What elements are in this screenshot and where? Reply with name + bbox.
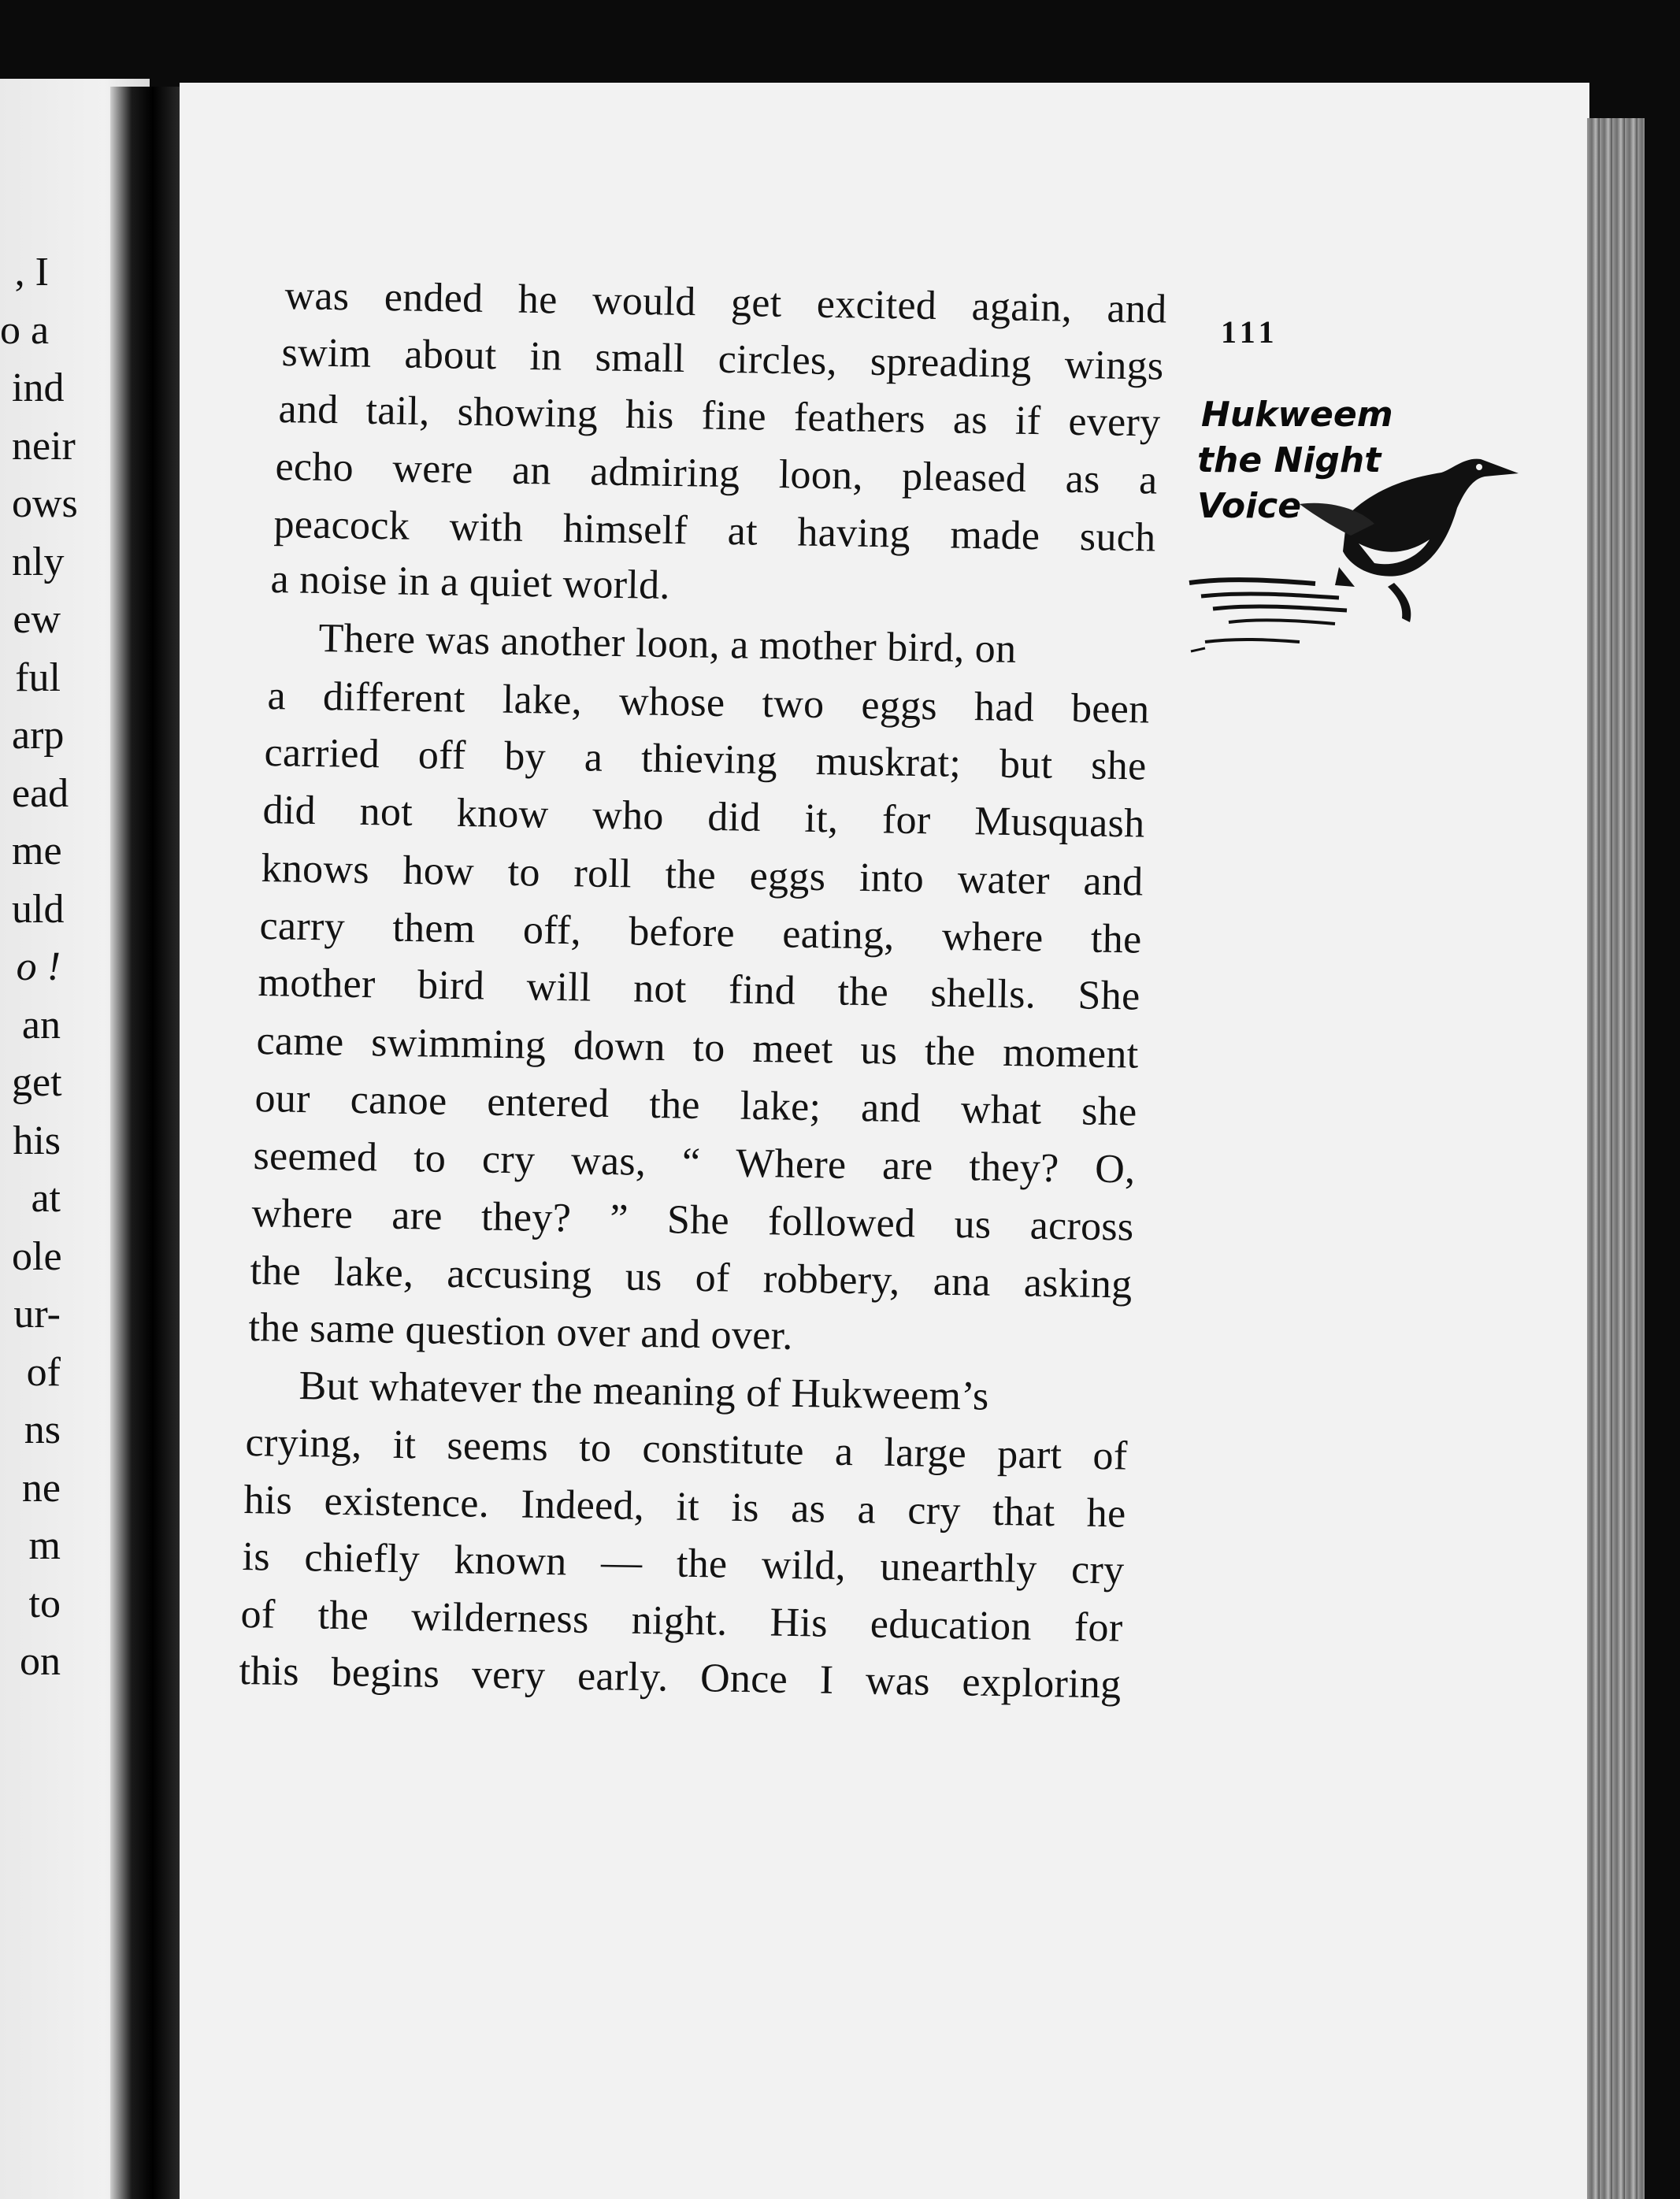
body-text-line: the same question over and over. — [248, 1305, 794, 1359]
previous-page-line-fragment: ew — [13, 597, 61, 642]
previous-page-line-fragment: of — [26, 1349, 61, 1395]
body-text-line: carry them off, before eating, where the — [259, 903, 1142, 962]
previous-page-line-fragment: arp — [12, 713, 65, 758]
body-text-line: of the wilderness night. His education for — [240, 1592, 1123, 1651]
margin-heading-line-3: Voice — [1197, 486, 1302, 526]
body-text-line: his existence. Indeed, it is as a cry that he — [243, 1478, 1126, 1537]
margin-heading-line-2: the Night — [1197, 440, 1381, 480]
previous-page-line-fragment: ur- — [13, 1292, 61, 1337]
previous-page-line-fragment: get — [12, 1060, 62, 1105]
body-text-line: a noise in a quiet world. — [270, 557, 671, 608]
previous-page-line-fragment: ead — [12, 770, 69, 816]
previous-page-line-fragment: ful — [15, 655, 61, 700]
body-text-line: came swimming down to meet us the moment — [256, 1018, 1139, 1077]
body-text-line: the lake, accusing us of robbery, ana asking — [250, 1248, 1133, 1307]
previous-page-line-fragment: me — [12, 829, 62, 873]
body-text-line: seemed to cry was, “ Where are they? O, — [253, 1133, 1136, 1192]
previous-page-line-fragment: o ! — [16, 944, 61, 989]
body-text-line: swim about in small circles, spreading wings — [281, 330, 1164, 389]
body-text-line: crying, it seems to constitute a large part of — [245, 1420, 1128, 1479]
previous-page-line-fragment: to — [28, 1581, 61, 1626]
body-text-line: and tail, showing his fine feathers as if every — [278, 387, 1161, 446]
body-text-line: echo were an admiring loon, pleased as a — [275, 444, 1158, 503]
previous-page-line-fragment: ows — [12, 481, 78, 526]
margin-heading-line-1: Hukweem — [1201, 395, 1393, 435]
page-number: 111 — [1221, 314, 1279, 350]
previous-page-line-fragment: ole — [12, 1233, 62, 1279]
previous-page-line-fragment: nly — [12, 539, 65, 584]
previous-page-line-fragment: o a — [0, 307, 50, 353]
previous-page-line-fragment: his — [13, 1118, 61, 1163]
body-text-line: where are they? ” She followed us across — [251, 1191, 1134, 1250]
body-text-line: carried off by a thieving muskrat; but she — [264, 730, 1147, 789]
previous-page-line-fragment: , I — [14, 250, 49, 295]
body-text-line: did not know who did it, for Musquash — [262, 788, 1145, 847]
previous-page-line-fragment: m — [28, 1523, 61, 1568]
body-text-line: was ended he would get excited again, and — [284, 273, 1167, 332]
previous-page-line-fragment: ns — [24, 1407, 61, 1452]
body-text-line: knows how to roll the eggs into water and — [261, 846, 1144, 905]
body-text-line: this begins very early. Once I was exploring — [239, 1648, 1122, 1708]
body-text-line: our canoe entered the lake; and what she — [254, 1076, 1137, 1135]
previous-page-line-fragment: an — [21, 1002, 61, 1048]
previous-page-line-fragment: neir — [12, 423, 76, 469]
previous-page-line-fragment: ne — [21, 1465, 61, 1511]
previous-page-line-fragment: uld — [12, 886, 65, 932]
previous-page-line-fragment: at — [31, 1176, 61, 1221]
previous-page-line-fragment: on — [20, 1639, 61, 1684]
body-text-line: But whatever the meaning of Hukweem’s — [299, 1363, 990, 1419]
body-text-line: is chiefly known — the wild, unearthly cry — [242, 1534, 1125, 1593]
body-text-line: There was another loon, a mother bird, on — [318, 616, 1017, 672]
body-text-line: peacock with himself at having made such — [273, 502, 1156, 561]
previous-page-line-fragment: ind — [12, 365, 65, 410]
body-text-line: a different lake, whose two eggs had been — [267, 673, 1150, 732]
body-text-line: mother bird will not find the shells. She — [258, 960, 1140, 1019]
